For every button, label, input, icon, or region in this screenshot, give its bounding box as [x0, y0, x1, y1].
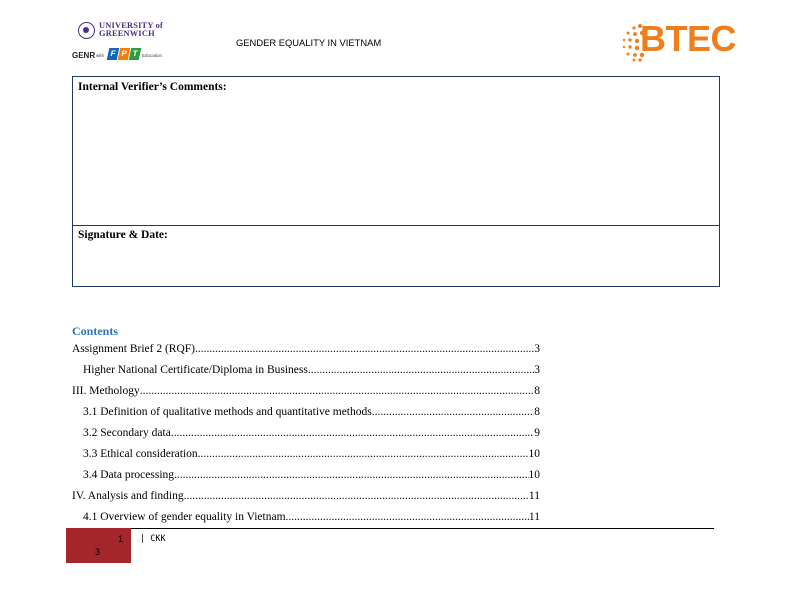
toc-entry-text: 3.2 Secondary data	[83, 427, 171, 439]
signature-date-label: Signature & Date:	[78, 229, 168, 241]
toc-entry-page: 8	[534, 406, 540, 418]
toc-entry[interactable]	[83, 508, 540, 524]
internal-verifier-box	[72, 76, 720, 287]
toc-entry-text: 3.3 Ethical consideration	[83, 448, 198, 460]
university-logo-text: UNIVERSITY of GREENWICH	[99, 21, 163, 38]
fpt-letter-f: F	[107, 48, 120, 60]
contents-heading: Contents	[72, 324, 119, 338]
partner-logo	[72, 47, 172, 63]
toc-entry-page: 3	[534, 343, 540, 355]
toc-entry-page: 10	[528, 448, 540, 460]
toc-leader-dots	[308, 363, 534, 377]
toc-leader-dots	[198, 447, 529, 461]
toc-entry[interactable]	[83, 361, 540, 377]
toc-entry-page: 10	[528, 469, 540, 481]
toc-leader-dots	[171, 426, 534, 440]
toc-entry-page: 11	[528, 511, 540, 523]
footer-label: | CKK	[140, 534, 166, 544]
fpt-education-text: Education	[142, 53, 163, 58]
toc-entry-text: 3.4 Data processing	[83, 469, 175, 481]
page-number-line-2: 3	[95, 547, 101, 557]
toc-leader-dots	[184, 489, 529, 503]
university-seal-icon	[78, 22, 95, 39]
toc-entry[interactable]	[72, 382, 540, 398]
toc-entry-text: Higher National Certificate/Diploma in Business	[83, 364, 308, 376]
toc-leader-dots	[174, 468, 528, 482]
page-number-line-1: 1	[118, 534, 124, 544]
toc-entry-page: 3	[534, 364, 540, 376]
toc-entry-text: IV. Analysis and finding	[72, 490, 184, 502]
university-of-greenwich-logo	[78, 22, 168, 42]
toc-entry[interactable]	[83, 403, 540, 419]
toc-leader-dots	[372, 405, 535, 419]
toc-entry-text: 4.1 Overview of gender equality in Vietnam	[83, 511, 286, 523]
toc-entry-text: Assignment Brief 2 (RQF)	[72, 343, 195, 355]
btec-logo	[620, 18, 744, 64]
toc-entry-text: III. Methology	[72, 385, 140, 397]
fpt-logo	[108, 47, 140, 61]
toc-entry-text: 3.1 Definition of qualitative methods and quantitative methods	[83, 406, 372, 418]
partner-with-text: with	[96, 53, 105, 58]
toc-entry[interactable]	[83, 466, 540, 482]
toc-entry[interactable]	[72, 487, 540, 503]
fpt-letter-t: T	[129, 48, 142, 60]
toc-leader-dots	[195, 342, 534, 356]
internal-verifier-comments-label: Internal Verifier’s Comments:	[78, 81, 227, 93]
genr-logo-text: GENR	[72, 51, 96, 60]
btec-logo-text: BTEC	[640, 18, 736, 59]
footer-rule	[130, 528, 714, 529]
toc-entry-page: 11	[528, 490, 540, 502]
box-divider	[73, 225, 719, 226]
toc-entry[interactable]	[72, 340, 540, 356]
fpt-letter-p: P	[118, 48, 131, 60]
toc-entry-page: 8	[534, 385, 540, 397]
toc-leader-dots	[140, 384, 535, 398]
toc-leader-dots	[286, 510, 529, 524]
toc-entry[interactable]	[83, 424, 540, 440]
toc-entry-page: 9	[534, 427, 540, 439]
toc-entry[interactable]	[83, 445, 540, 461]
document-title: GENDER EQUALITY IN VIETNAM	[236, 37, 382, 48]
